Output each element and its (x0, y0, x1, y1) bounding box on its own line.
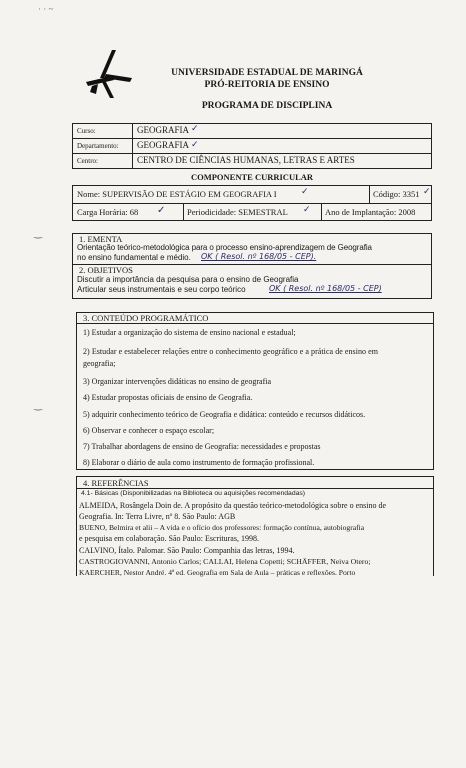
conteudo-item: 5) adquirir conhecimento teórico de Geografia e didática: conteúdo e recursos didáticos. (83, 410, 366, 419)
referencia-line: e pesquisa em colaboração. São Paulo: Escrituras, 1998. (79, 534, 259, 543)
conteudo-item: 1) Estudar a organização do sistema de ensino nacional e estadual; (83, 328, 296, 337)
referencias-title: 4. REFERÊNCIAS (83, 478, 149, 488)
conteudo-item: 7) Trabalhar abordagens de ensino de Geografia: necessidades e propostas (83, 442, 321, 451)
ementa-line1: Orientação teórico-metodológica para o processo ensino-aprendizagem de Geografia (77, 243, 372, 252)
conteudo-item: 8) Elaborar o diário de aula como instrumento de formação profissional. (83, 458, 315, 467)
referencia-line: CALVINO, Ítalo. Palomar. São Paulo: Companhia das letras, 1994. (79, 546, 295, 555)
programa-title: PROGRAMA DE DISCIPLINA (201, 101, 333, 111)
margin-mark: ‿ (34, 228, 43, 239)
pro-reitoria: PRÓ-REITORIA DE ENSINO (204, 80, 330, 90)
departamento-value: GEOGRAFIA (137, 140, 190, 150)
university-name: UNIVERSIDADE ESTADUAL DE MARINGÁ (171, 68, 363, 78)
nome-field: Nome: SUPERVISÃO DE ESTÁGIO EM GEOGRAFIA I (77, 189, 277, 199)
referencia-line: BUENO, Belmira et alii – A vida e o ofício dos professores: formação contínua, autobiografia (79, 523, 365, 532)
objetivos-line1: Discutir a importância da pesquisa para o ensino de Geografia (77, 275, 299, 284)
objetivos-line2: Articular seus instrumentais e seu corpo teórico (77, 285, 246, 294)
componente-table (72, 185, 432, 221)
conteudo-item: 6) Observar e conhecer o espaço escolar; (83, 426, 215, 435)
conteudo-box (76, 312, 434, 470)
objetivos-title: 2. OBJETIVOS (79, 265, 133, 275)
carga-field: Carga Horária: 68 (77, 207, 139, 217)
referencia-line: ALMEIDA, Rosângela Doin de. A propósito da questão teórico-metodológica sobre o ensino de (79, 501, 387, 510)
conteudo-title: 3. CONTEÚDO PROGRAMÁTICO (83, 313, 209, 323)
info-table (72, 123, 432, 169)
departamento-check: ✓ (191, 140, 199, 150)
componente-title: COMPONENTE CURRICULAR (190, 172, 314, 182)
referencia-line: KAERCHER, Nestor André. 4ª ed. Geografia em Sala de Aula – práticas e reflexões. Porto (79, 568, 356, 577)
ementa-note: OK ( Resol. nº 168/05 - CEP). (201, 252, 317, 261)
top-scribble: · · ~ (38, 4, 54, 14)
conteudo-item: 2) Estudar e estabelecer relações entre o conhecimento geográfico e a prática de ensino em (83, 347, 379, 356)
referencias-box (76, 476, 434, 576)
codigo-check: ✓ (423, 187, 431, 197)
referencia-line: CASTROGIOVANNI, Antonio Carlos; CALLAI, Helena Copetti; SCHÄFFER, Neiva Otero; (79, 557, 371, 566)
ano-field: Ano de Implantação: 2008 (325, 207, 416, 217)
curso-check: ✓ (191, 124, 199, 134)
curso-value: GEOGRAFIA (137, 125, 190, 135)
nome-check: ✓ (301, 187, 309, 197)
carga-check: ✓ (157, 205, 166, 216)
periodicidade-field: Periodicidade: SEMESTRAL (187, 207, 288, 217)
conteudo-item: 4) Estudar propostas oficiais de ensino de Geografia. (83, 393, 253, 402)
referencia-line: Geografia. In: Terra Livre, nº 8. São Paulo: AGB (79, 512, 236, 521)
ementa-objetivos-box (72, 233, 432, 299)
margin-mark: ‿ (34, 400, 43, 411)
referencias-subtitle: 4.1- Básicas (Disponibilizadas na Biblioteca ou aquisições recomendadas) (81, 490, 306, 497)
codigo-field: Código: 3351 (373, 189, 420, 199)
conteudo-item: geografia; (83, 359, 116, 368)
ementa-line2: no ensino fundamental e médio. (77, 253, 191, 262)
conteudo-item: 3) Organizar intervenções didáticas no ensino de geografia (83, 377, 271, 386)
objetivos-note: OK ( Resol. nº 168/05 - CEP) (269, 284, 382, 293)
centro-label: Centro: (77, 157, 98, 165)
ementa-title: 1. EMENTA (79, 234, 123, 244)
curso-label: Curso: (77, 127, 96, 135)
periodicidade-check: ✓ (303, 205, 311, 215)
departamento-label: Departamento: (77, 142, 119, 150)
centro-value: CENTRO DE CIÊNCIAS HUMANAS, LETRAS E ARTES (137, 155, 355, 165)
